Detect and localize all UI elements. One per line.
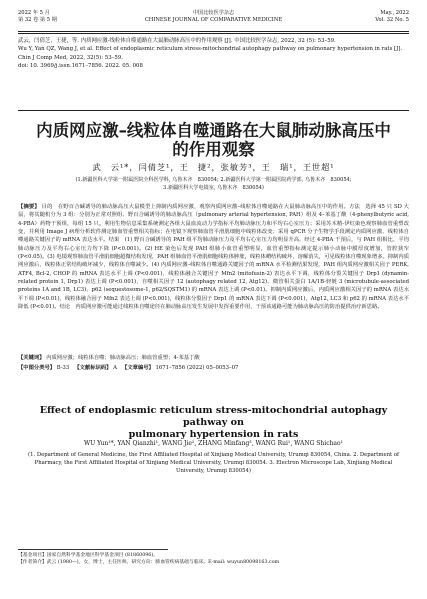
header-date: 2022 年 5 月: [18, 10, 50, 16]
doc-code-value: A: [113, 365, 117, 371]
author-list: 武 云¹*，闫倩芝¹，王 捷²，张敏芳³，王 瑞¹，王世超¹: [92, 162, 335, 172]
affiliations: [18, 177, 409, 192]
english-authors: WU Yun¹*, YAN Qianzhi¹, WANG Jie², ZHANG Minfang³, WANG Rui¹, WANG Shichao¹: [83, 440, 344, 447]
abstract: [18, 203, 409, 311]
header-volume-en: Vol. 32 No. 5: [375, 16, 409, 23]
affiliation-line-1: (1.新疆医科大学第一附属医院全科医学科, 乌鲁木齐 830054; 2.新疆医科大学第一附属医院药学部, 乌鲁木齐 830054;: [75, 177, 352, 183]
clc-label: 【中图分类号】: [18, 365, 56, 371]
header-journal-en: CHINESE JOURNAL OF COMPARATIVE MEDICINE: [144, 16, 283, 23]
header-volume: 第 32 卷 第 5 期: [18, 16, 57, 23]
header-right: [375, 10, 409, 23]
keywords-label: 【关键词】: [18, 355, 45, 361]
footnotes: [18, 552, 409, 566]
classification-line: [18, 364, 409, 372]
citation-cn: 武云，闫倩芝，王捷，等. 内质网应激-线粒体自噬通路在大鼠肺动脉高压中的作用观察 [J]. 中国比较医学杂志, 2022, 32 (5): 53–59.: [18, 38, 336, 44]
clc-value: B-33: [56, 365, 70, 371]
affiliation-line-2: 3.新疆医科大学电镜室, 乌鲁木齐 830054): [163, 184, 264, 191]
keywords-text: 内质网应激；线粒体自噬；肺动脉高压；肺血管重塑；4-苯基丁酸: [46, 355, 200, 361]
title-line-2: 的作用观察: [172, 140, 255, 159]
citation-rule: [18, 110, 409, 111]
journal-header: [18, 10, 409, 30]
article-no-value: 1671–7856 (2022) 05–0053–07: [155, 365, 239, 371]
header-rule: [18, 31, 409, 32]
english-title-line-2: pulmonary hypertension in rats: [128, 429, 299, 441]
author-note: 【作者简介】武云 (1980—)，女，博士，主任医师，研究方向：肺血管疾病基础与临床。E-mail: wuyun80098163.com: [18, 560, 280, 566]
citation-doi: doi: 10. 3969/j.issn.1671–7856. 2022. 05. 008: [18, 63, 143, 70]
title-line-1: 内质网应激–线粒体自噬通路在大鼠肺动脉高压中: [36, 121, 391, 140]
header-center: [18, 10, 409, 23]
abstract-text: 目的 在野百合碱诱导的肺动脉高压大鼠模型上抑制内质网应激，观察内质网应激–线粒体自噬通路在大鼠肺动脉高压中的作用。方法 选择 45 只 SD 大鼠，将其随机分为 3 组：分别为正常对照组、野百合碱诱导的肺动脉高压（pulmonary arterial hypertension, PAH）组及 4–苯基丁酸（4-phenylbutyric acid, 4-PBA）药物干预组，每组 15 只。利用生物信息采集系统测定各组大鼠血流动力学指标平均肺动脉压力和平均右心室压力；采用苏木精-伊红染色观察肺血管重塑改变，并利用 Image J 病理分析软件测定肺血管重塑相关指标；在电镜下观察肺血管平滑肌细胞中线粒体改变；采用 qPCR 分子生物学手段测定内质网应激、线粒体自噬通路关键因子的 mRNA 表达水平。结果 (1) 野百合碱诱导的 PAH 组平均肺动脉压力及平均右心室压力均明显升高，经过 4-PBA 干预后，与 PAH 组相比，平均肺动脉压力及平均右心室压力均下降 (P<0.001)。(2) HE 染色后发现 PAH 组肺小血管重塑明显，血管重塑指标测定提示肺小动脉中膜厚度增加，管腔狭窄 (P<0.05)。(3) 电镜观察肺血管平滑肌细胞超微结构发现，PAH 组肺血管平滑肌细胞线粒体肿胀，线粒体嵴结构破坏，溶解消失，可见线粒体自噬现象增多。抑制内质网应激后，线粒体正常结构破坏减少，线粒体自噬减少。(4) 内质网应激–线粒体自噬通路关键因子的 mRNA 水平检测结果发现，PAH 组内质网应激相关因子 PERK, ATF4, Bcl-2, CHOP 的 mRNA 表达水平上调 (P<0.001)，线粒体融合关键因子 Mfn2 (mitofusin-2) 表达水平下调，线粒体分裂关键因子 Drp1 (dynamin-related protein 1, Drp1) 表达上调 (P<0.001)，自噬相关因子 12 (autophagy related 12, Atg12)、微管相关蛋白 1A/1B-轻链 3 (microtubule-associated proteins 1A and 1B, LC3)、p62 (sequestosome-1, p62/SQSTM1) 的 mRNA 表达上调 (P<0.01)。抑制内质网应激后，内质网应激相关因子的 mRNA 表达水平下调 (P<0.01)，线粒体融合因子 Mfn2 表达上调 (P<0.001)，线粒体分裂因子 Drp1 的 mRNA 表达下调 (P<0.001)，Atg12, LC3 和 p62 的 mRNA 表达水平降低 (P<0.01)。结论 内质网应激可能通过线粒体自噬途径在肺动脉高压发生发展中发挥重要作用，干预该通路可能为肺动脉高压的防治提供治疗新思路。: [18, 204, 409, 311]
header-journal-cn: 中国比较医学杂志: [192, 10, 235, 16]
header-date-en: May., 2022: [380, 10, 409, 16]
english-affiliations: (1. Department of General Medicine, the First Affiliated Hospital of Xinjiang Medical University, Urumqi 830054, China. 2. Department of Pharmacy, the First Affiliated Hospital of Xinjiang Medical University, Urumqi 830054. 3. Electron Microscope Lab, Xinjiang Medical University, Urumqi 830054): [28, 452, 399, 475]
citation-en: Wu Y, Yan QZ, Wang J, et al. Effect of endoplasmic reticulum stress-mitochondrial autophagy pathway on pulmonary hypertension in rats [J]. Chin J Comp Med, 2022, 32(5): 53–59.: [18, 46, 403, 61]
abstract-label: 【摘要】: [18, 204, 40, 210]
citation-block: [18, 37, 409, 71]
header-rule-2: [18, 33, 409, 34]
paper-title: [18, 121, 409, 159]
english-title-line-1: Effect of endoplasmic reticulum stress-mitochondrial autophagy pathway on: [39, 405, 388, 429]
english-title: [18, 405, 409, 442]
footnote-rule: [18, 549, 168, 550]
doc-code-label: 【文献标识码】: [74, 365, 112, 371]
fund-note: 【基金项目】国家自然科学基金地区科学基金项目 (81860096)。: [18, 553, 159, 558]
keywords: [18, 354, 409, 362]
article-no-label: 【文章编号】: [122, 365, 154, 371]
